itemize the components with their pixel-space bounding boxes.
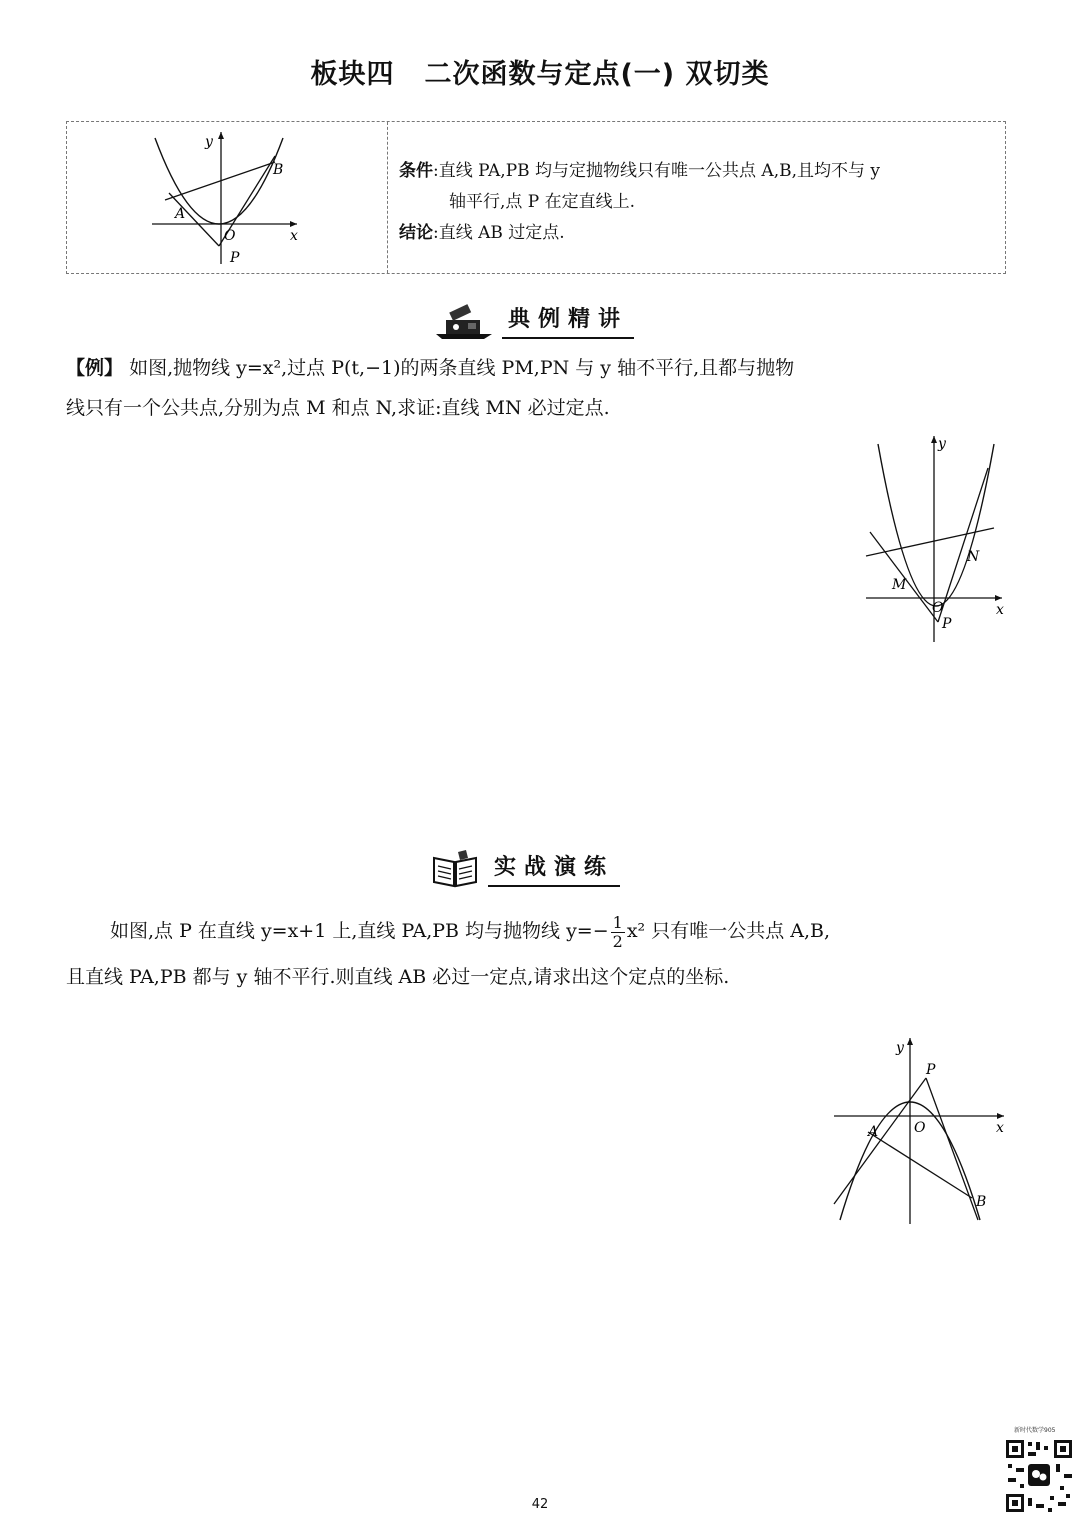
telescope-icon	[434, 300, 494, 340]
fraction-numerator: 1	[612, 912, 623, 932]
fig2-label-p: P	[942, 616, 952, 632]
fig1-label-o: O	[224, 228, 236, 244]
example-figure	[862, 432, 1012, 644]
practice-line-2: 且直线 PA,PB 都与 y 轴不平行.则直线 AB 必过一定点,请求出这个定点的坐标.	[66, 966, 730, 988]
example-body-1: 如图,抛物线 y=x²,过点 P(t,−1)的两条直线 PM,PN 与 y 轴不平行,且都与抛物	[129, 357, 795, 379]
fraction-one-half	[611, 914, 625, 951]
practice-figure	[830, 1034, 1010, 1230]
fig3-label-a: A	[868, 1124, 879, 1140]
practice-body-1: 如图,点 P 在直线 y=x+1 上,直线 PA,PB 均与抛物线 y=−	[110, 920, 609, 942]
fig1-label-a: A	[175, 206, 186, 222]
title-block: 板块四	[310, 59, 395, 90]
example-label: 【例】	[66, 357, 124, 379]
fig3-label-p: P	[926, 1062, 936, 1078]
fig1-label-y: y	[205, 134, 213, 150]
book-icon	[430, 848, 480, 888]
fig1-label-x: x	[290, 228, 298, 244]
conclusion-line	[399, 218, 999, 249]
summary-figure	[147, 128, 377, 266]
title-topic: 二次函数与定点(一) 双切类	[424, 59, 770, 90]
summary-box	[66, 121, 1006, 274]
fig2-label-o: O	[932, 600, 944, 616]
section-heading-practice	[430, 846, 620, 890]
fig1-label-b: B	[273, 162, 284, 178]
fig2-label-m: M	[892, 577, 907, 593]
fig3-label-o: O	[914, 1120, 926, 1136]
condition-label: 条件	[399, 161, 433, 181]
condition-line-1	[399, 156, 999, 187]
example-line-1	[66, 348, 1011, 388]
fig2-label-x: x	[996, 602, 1004, 618]
condition-line-2: 轴平行,点 P 在定直线上.	[449, 192, 636, 212]
page-title	[0, 52, 1080, 91]
example-paragraph	[66, 348, 1011, 428]
condition-body-1: :直线 PA,PB 均与定抛物线只有唯一公共点 A,B,且均不与 y	[433, 161, 881, 181]
fig1-label-p: P	[230, 250, 240, 266]
page-number: 42	[531, 1497, 549, 1512]
practice-body-2: x² 只有唯一公共点 A,B,	[626, 920, 831, 942]
section-title-practice: 实战演练	[488, 850, 620, 887]
fig3-label-x: x	[996, 1120, 1004, 1136]
section-heading-examples	[434, 298, 634, 342]
practice-line-1	[66, 908, 1011, 954]
conclusion-label: 结论	[399, 223, 433, 243]
fig2-label-y: y	[938, 436, 946, 452]
condition-text	[399, 156, 999, 249]
qr-caption: 新时代数学905	[1014, 1427, 1056, 1434]
conclusion-body: :直线 AB 过定点.	[433, 223, 565, 243]
practice-paragraph	[66, 908, 1011, 1000]
fraction-denominator: 2	[612, 931, 623, 951]
fig3-label-y: y	[896, 1040, 904, 1056]
section-title-examples: 典例精讲	[502, 302, 634, 339]
box-divider	[387, 122, 388, 273]
fig3-label-b: B	[976, 1194, 987, 1210]
example-line-2: 线只有一个公共点,分别为点 M 和点 N,求证:直线 MN 必过定点.	[66, 397, 610, 419]
fig2-label-n: N	[967, 549, 980, 565]
